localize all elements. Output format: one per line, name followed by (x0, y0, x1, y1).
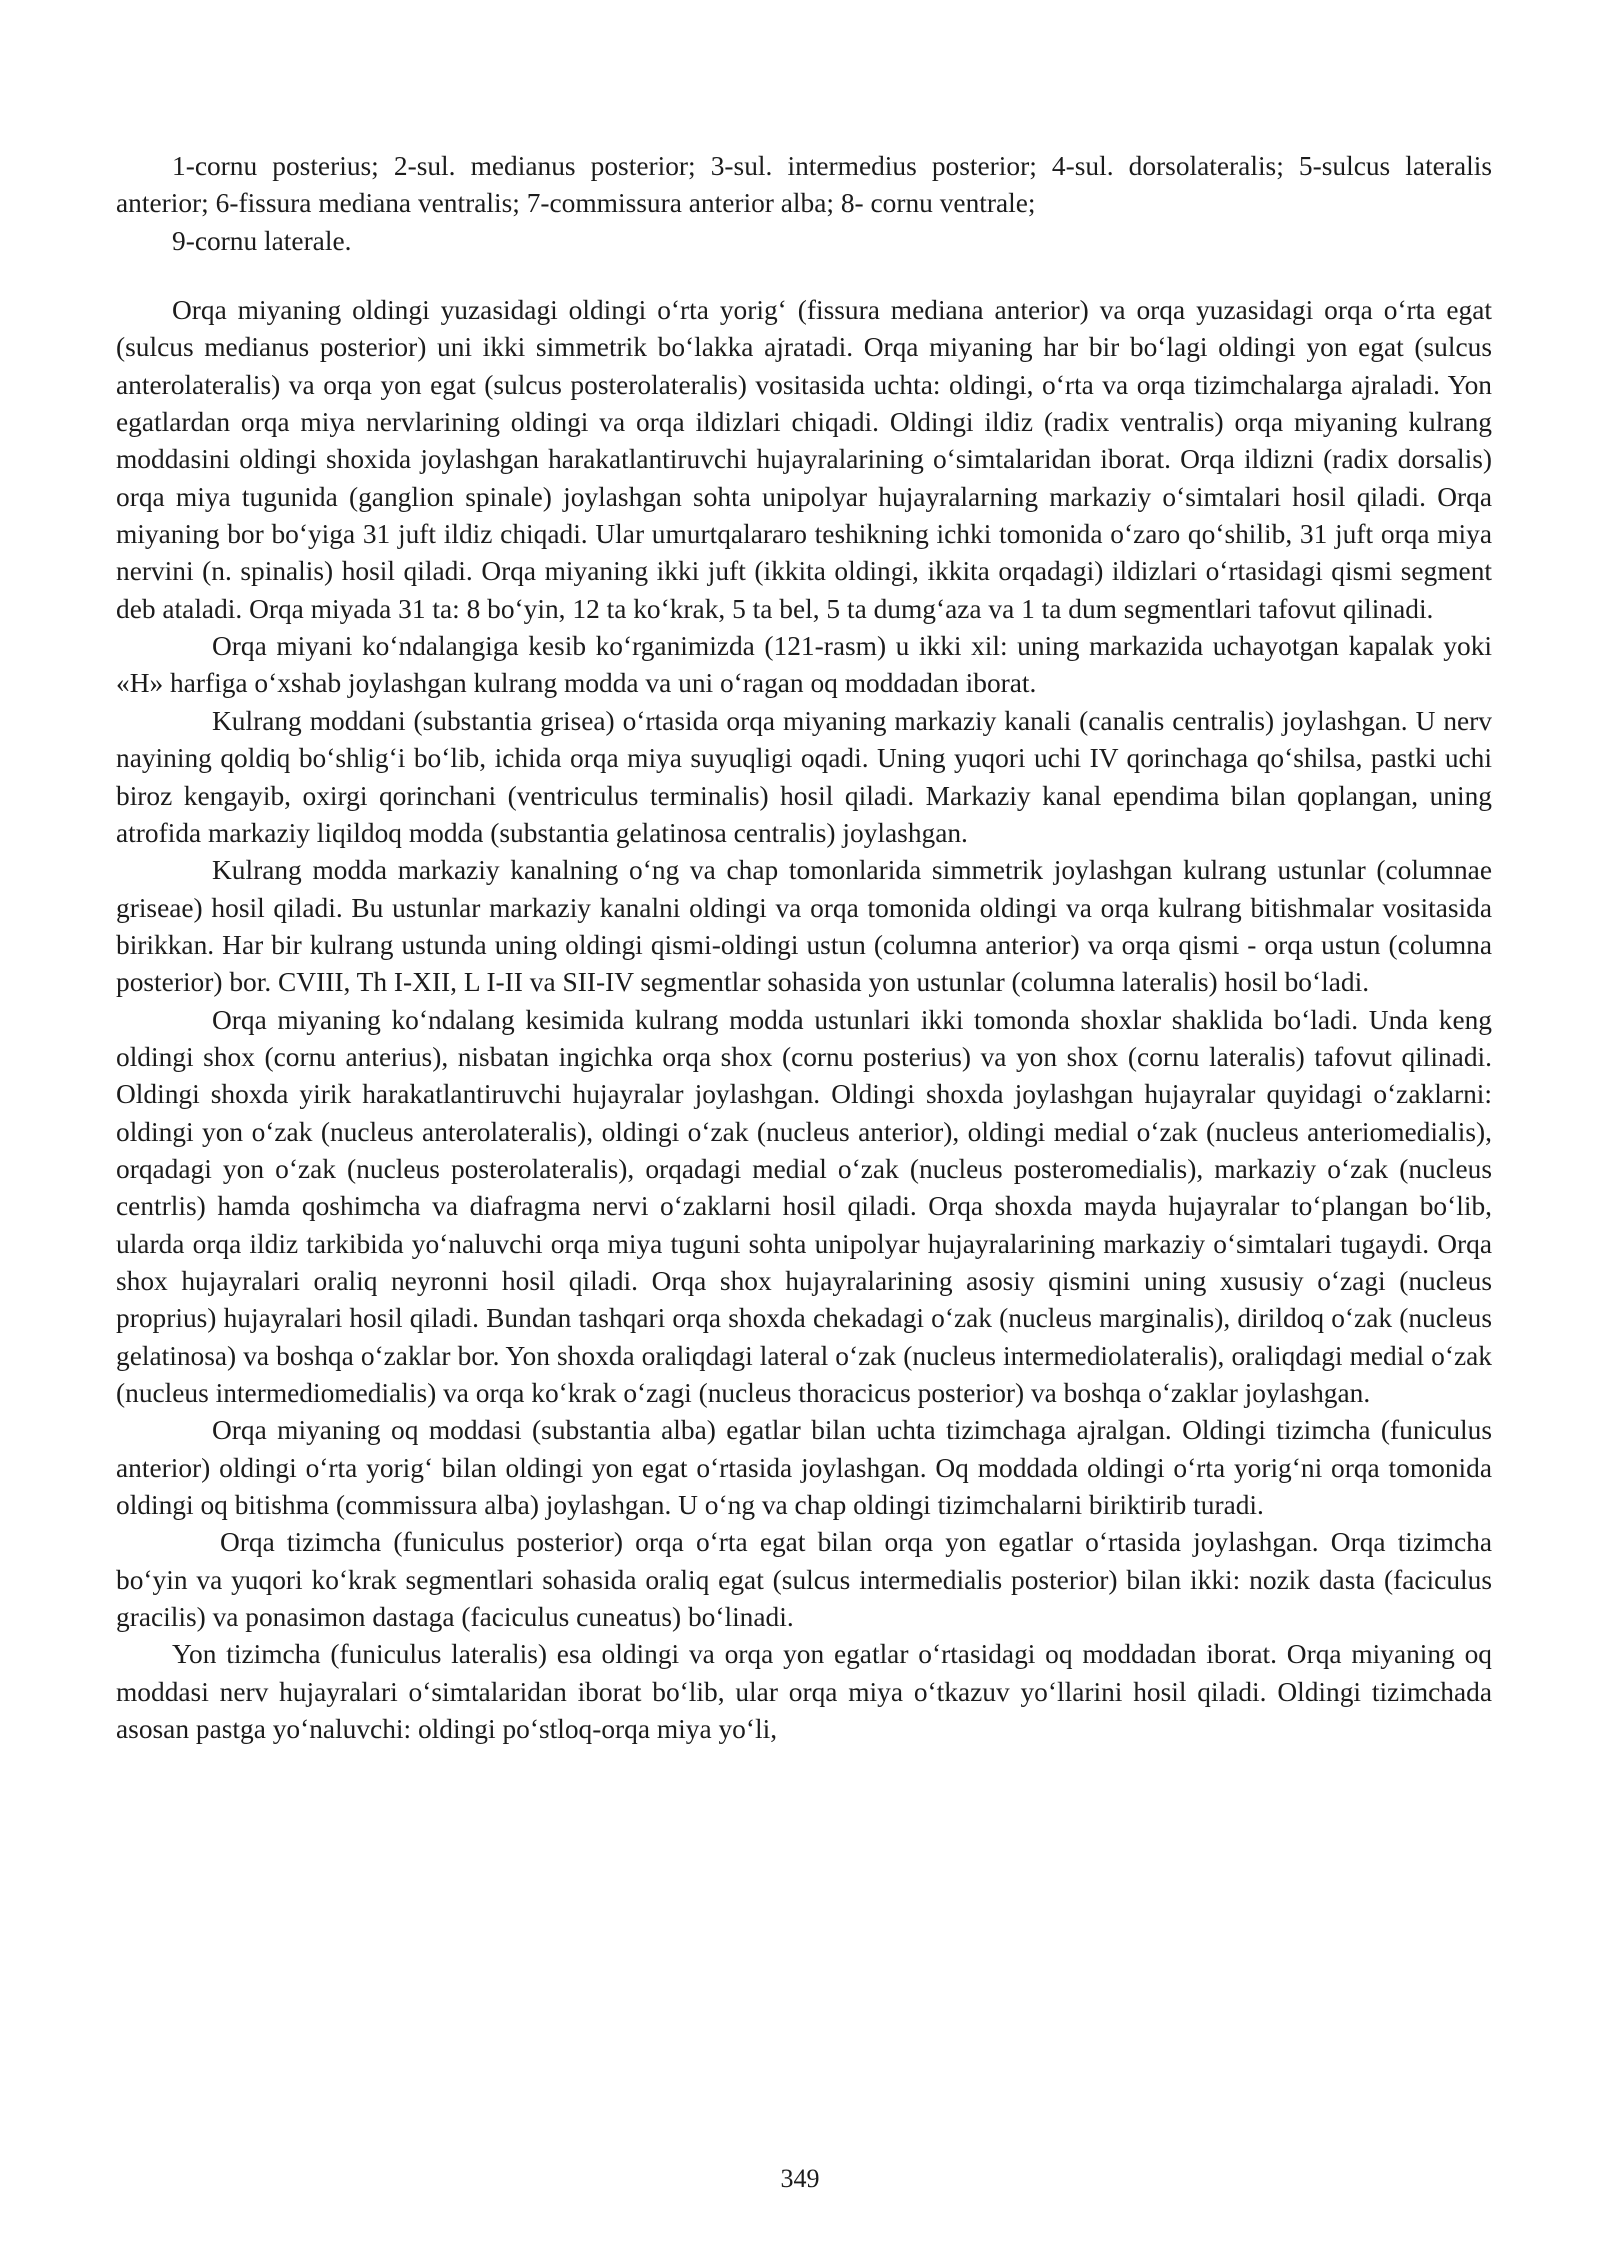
page-body (116, 148, 1492, 1748)
paragraph-2: Orqa miyani ko‘ndalangiga kesib ko‘rganimizda (121-rasm) u ikki xil: uning markazida uchayotgan kapalak yoki «H» harfiga o‘xshab joylashgan kulrang modda va uni o‘ragan oq moddadan iborat. (116, 631, 1492, 699)
page-number: 349 (780, 2164, 820, 2193)
paragraph-4: Kulrang modda markaziy kanalning o‘ng va chap tomonlarida simmetrik joylashgan kulrang ustunlar (columnae griseae) hosil qiladi. Bu ustunlar markaziy kanalni oldingi va orqa tomonida oldingi va orqa kulrang bitishmalar vositasida birikkan. Har bir kulrang ustunda uning oldingi qismi-oldingi ustun (columna anterior) va orqa qismi - orqa ustun (columna posterior) bor. CVIII, Th I-XII, L I-II va SII-IV segmentlar sohasida yon ustunlar (columna lateralis) hosil bo‘ladi. (116, 855, 1492, 998)
paragraph-5: Orqa miyaning ko‘ndalang kesimida kulrang modda ustunlari ikki tomonda shoxlar shaklida bo‘ladi. Unda keng oldingi shox (cornu anterius), nisbatan ingichka orqa shox (cornu posterius) va yon shox (cornu lateralis) tafovut qilinadi. Oldingi shoxda yirik harakatlantiruvchi hujayralar joylashgan. Oldingi shoxda joylashgan hujayralar quyidagi o‘zaklarni: oldingi yon o‘zak (nucleus anterolateralis), oldingi o‘zak (nucleus anterior), oldingi medial o‘zak (nucleus anteriomedialis), orqadagi yon o‘zak (nucleus posterolateralis), orqadagi medial o‘zak (nucleus posteromedialis), markaziy o‘zak (nucleus centrlis) hamda qoshimcha va diafragma nervi o‘zaklarni hosil qiladi. Orqa shoxda mayda hujayralar to‘plangan bo‘lib, ularda orqa ildiz tarkibida yo‘naluvchi orqa miya tuguni sohta unipolyar hujayralarining markaziy o‘simtalari tugaydi. Orqa shox hujayralari oraliq neyronni hosil qiladi. Orqa shox hujayralarining asosiy qismini uning xususiy o‘zagi (nucleus proprius) hujayralari hosil qiladi. Bundan tashqari orqa shoxda chekadagi o‘zak (nucleus marginalis), dirildoq o‘zak (nucleus gelatinosa) va boshqa o‘zaklar bor. Yon shoxda oraliqdagi lateral o‘zak (nucleus intermediolateralis), oraliqdagi medial o‘zak (nucleus intermediomedialis) va orqa ko‘krak o‘zagi (nucleus thoracicus posterior) va boshqa o‘zaklar joylashgan. (116, 1004, 1492, 1408)
paragraph-7: Orqa tizimcha (funiculus posterior) orqa o‘rta egat bilan orqa yon egatlar o‘rtasida joylashgan. Orqa tizimcha bo‘yin va yuqori ko‘krak segmentlari sohasida oraliq egat (sulcus intermedialis posterior) bilan ikki: nozik dasta (faciculus gracilis) va ponasimon dastaga (faciculus cuneatus) bo‘linadi. (116, 1527, 1492, 1633)
paragraph-1: Orqa miyaning oldingi yuzasidagi oldingi o‘rta yorig‘ (fissura mediana anterior) va orqa yuzasidagi orqa o‘rta egat (sulcus medianus posterior) uni ikki simmetrik bo‘lakka ajratadi. Orqa miyaning har bir bo‘lagi oldingi yon egat (sulcus anterolateralis) va orqa yon egat (sulcus posterolateralis) vositasida uchta: oldingi, o‘rta va orqa tizimchalarga ajraladi. Yon egatlardan orqa miya nervlarining oldingi va orqa ildizlari chiqadi. Oldingi ildiz (radix ventralis) orqa miyaning kulrang moddasini oldingi shoxida joylashgan harakatlantiruvchi hujayralarining o‘simtalaridan iborat. Orqa ildizni (radix dorsalis) orqa miya tugunida (ganglion spinale) joylashgan sohta unipolyar hujayralarning markaziy o‘simtalari hosil qiladi. Orqa miyaning bor bo‘yiga 31 juft ildiz chiqadi. Ular umurtqalararo teshikning ichki tomonida o‘zaro qo‘shilib, 31 juft orqa miya nervini (n. spinalis) hosil qiladi. Orqa miyaning ikki juft (ikkita oldingi, ikkita orqadagi) ildizlari o‘rtasidagi qismi segment deb ataladi. Orqa miyada 31 ta: 8 bo‘yin, 12 ta ko‘krak, 5 ta bel, 5 ta dumg‘aza va 1 ta dum segmentlari tafovut qilinadi. (116, 295, 1492, 624)
paragraph-6: Orqa miyaning oq moddasi (substantia alba) egatlar bilan uchta tizimchaga ajralgan. Oldingi tizimcha (funiculus anterior) oldingi o‘rta yorig‘ bilan oldingi yon egat o‘rtasida joylashgan. Oq moddada oldingi o‘rta yorig‘ni orqa tomonida oldingi oq bitishma (commissura alba) joylashgan. U o‘ng va chap oldingi tizimchalarni biriktirib turadi. (116, 1415, 1492, 1521)
figure-caption-line-2: 9-cornu laterale. (172, 225, 352, 256)
paragraph-3: Kulrang moddani (substantia grisea) o‘rtasida orqa miyaning markaziy kanali (canalis centralis) joylashgan. U nerv nayining qoldiq bo‘shlig‘i bo‘lib, ichida orqa miya suyuqligi oqadi. Uning yuqori uchi IV qorinchaga qo‘shilsa, pastki uchi biroz kengayib, oxirgi qorinchani (ventriculus terminalis) hosil qiladi. Markaziy kanal ependima bilan qoplangan, uning atrofida markaziy liqildoq modda (substantia gelatinosa centralis) joylashgan. (116, 705, 1492, 848)
spacer (116, 260, 1492, 292)
paragraph-8: Yon tizimcha (funiculus lateralis) esa oldingi va orqa yon egatlar o‘rtasidagi oq moddadan iborat. Orqa miyaning oq moddasi nerv hujayralari o‘simtalaridan iborat bo‘lib, ular orqa miya o‘tkazuv yo‘llarini hosil qiladi. Oldingi tizimchada asosan pastga yo‘naluvchi: oldingi po‘stloq-orqa miya yo‘li, (116, 1639, 1492, 1745)
figure-caption-line-1: 1-cornu posterius; 2-sul. medianus posterior; 3-sul. intermedius posterior; 4-sul. dorsolateralis; 5-sulcus lateralis anterior; 6-fissura mediana ventralis; 7-commissura anterior alba; 8- cornu ventrale; (116, 151, 1492, 219)
